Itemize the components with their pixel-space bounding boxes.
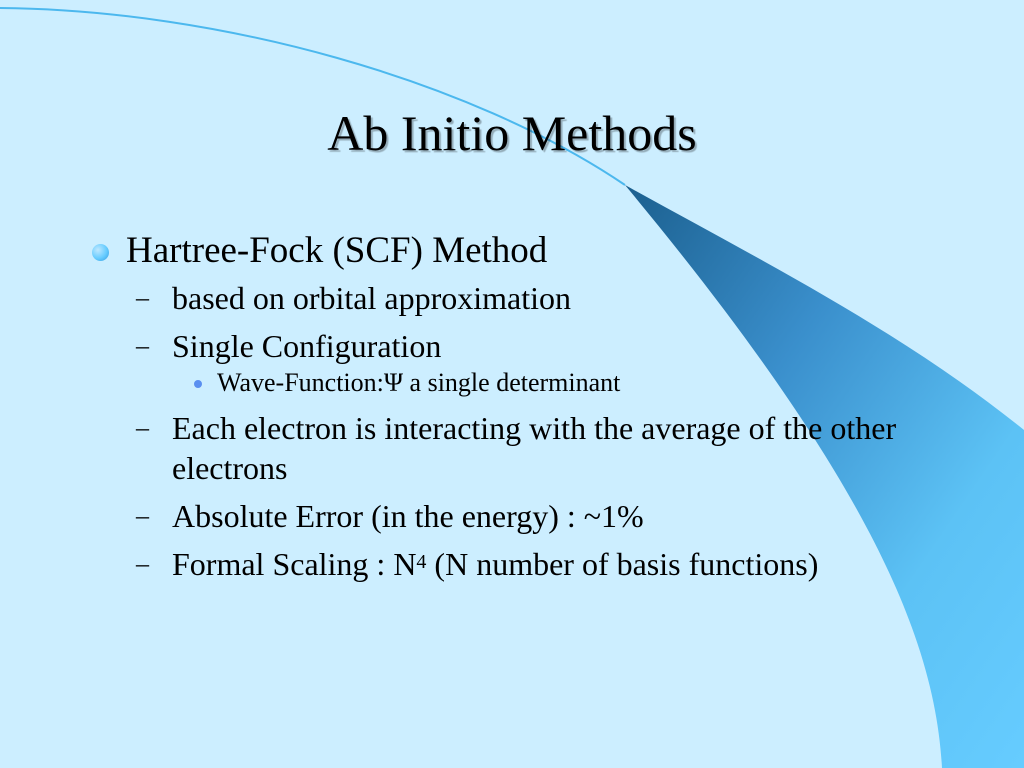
bullet-dot-icon bbox=[92, 244, 109, 261]
sub-bullet-item bbox=[88, 408, 948, 488]
sub-bullet-text: Absolute Error (in the energy) : ~1% bbox=[172, 498, 644, 534]
slide-title: Ab Initio Methods bbox=[327, 105, 697, 161]
sub-sub-bullet-item bbox=[88, 366, 948, 400]
bullet-list bbox=[88, 226, 948, 584]
sub-bullet-item bbox=[88, 496, 948, 536]
sub-bullet-text-after: (N number of basis functions) bbox=[426, 546, 819, 582]
bullet-text: Hartree-Fock (SCF) Method bbox=[126, 230, 548, 271]
sub-bullet-text-before: Formal Scaling : N bbox=[172, 546, 417, 582]
dash-icon: – bbox=[136, 331, 149, 360]
dash-icon: – bbox=[136, 549, 149, 578]
sub-bullet-text: based on orbital approximation bbox=[172, 280, 572, 316]
sub-bullet-item bbox=[88, 278, 948, 318]
small-bullet-dot-icon bbox=[194, 380, 202, 388]
sub-bullet-text: Single Configuration bbox=[172, 328, 442, 364]
sub-bullet-text: Each electron is interacting with the average of the other electrons bbox=[172, 410, 897, 486]
dash-icon: – bbox=[136, 413, 149, 442]
sub-sub-bullet-text: Wave-Function:Ψ a single determinant bbox=[217, 368, 621, 397]
dash-icon: – bbox=[136, 501, 149, 530]
sub-bullet-item bbox=[88, 544, 948, 584]
dash-icon: – bbox=[136, 283, 149, 312]
sub-bullet-item bbox=[88, 326, 948, 366]
superscript-exponent: 4 bbox=[416, 551, 427, 573]
bullet-item bbox=[88, 226, 948, 276]
